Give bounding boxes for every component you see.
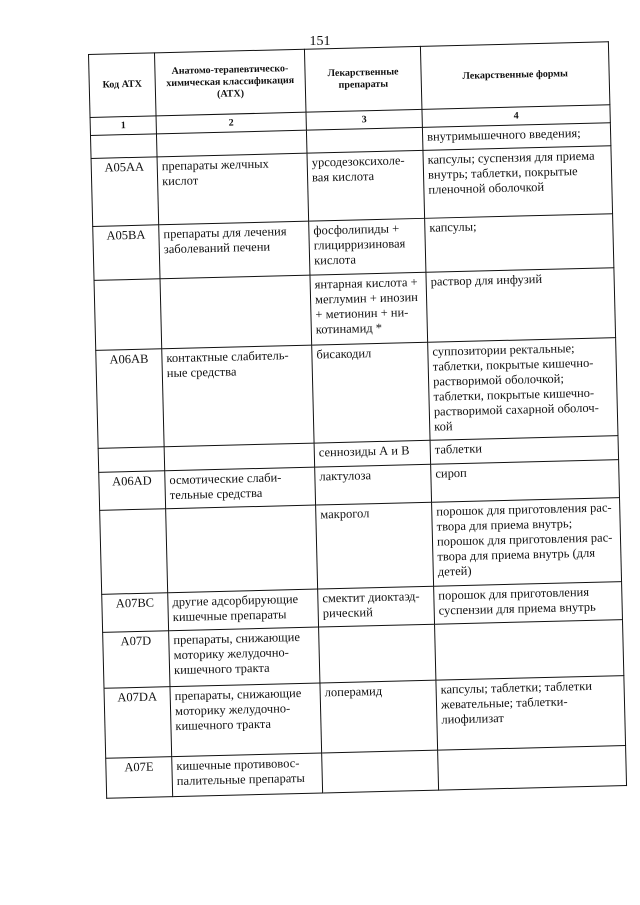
- column-number: 4: [422, 105, 610, 128]
- cell-form: капсулы; таблетки; таблетки жевательные; таблетки-лиофилизат: [436, 676, 626, 751]
- cell-drug: фосфолипиды + глицирризиновая кислота: [309, 218, 426, 275]
- cell-code: A07BC: [102, 593, 169, 633]
- column-number: 3: [306, 109, 422, 130]
- table-row: [96, 338, 618, 449]
- header-forms: Лекарственные формы: [420, 42, 609, 110]
- cell-atc: препараты для лечения заболеваний печени: [159, 221, 310, 279]
- cell-drug: [306, 127, 423, 153]
- table-row: [94, 268, 616, 351]
- cell-code: A05AA: [91, 157, 159, 227]
- cell-code: [94, 279, 162, 351]
- cell-drug: урсодезоксихоле-вая кислота: [307, 150, 425, 221]
- cell-code: A06AD: [99, 471, 166, 511]
- header-drugs: Лекарственные препараты: [304, 46, 422, 112]
- cell-drug: сеннозиды А и В: [314, 440, 431, 467]
- cell-form: таблетки: [430, 436, 619, 465]
- cell-code: A05BA: [93, 225, 160, 281]
- cell-atc: другие адсорбирующие кишечные препараты: [168, 589, 319, 631]
- cell-drug: янтарная кислота + меглумин + инозин + метионин + ни-котинамид *: [310, 272, 428, 345]
- cell-form: внутримышечного введения;: [422, 123, 611, 151]
- cell-atc: осмотические слаби-тельные средства: [165, 467, 316, 509]
- cell-form: раствор для инфузий: [426, 268, 616, 343]
- drug-table-sheet: [88, 41, 627, 833]
- cell-atc: контактные слабитель-ные средства: [162, 345, 314, 447]
- cell-code: [100, 509, 168, 595]
- cell-atc: [166, 505, 318, 593]
- cell-atc: препараты желчных кислот: [157, 153, 309, 225]
- table-row: [104, 676, 626, 759]
- cell-atc: препараты, снижающие моторику желудочно-кишечного тракта: [169, 627, 320, 687]
- cell-drug: [322, 750, 439, 793]
- cell-atc: [160, 275, 312, 349]
- header-atc: Анатомо-терапевтическо-химическая классификация (АТХ): [154, 49, 305, 116]
- column-number: 2: [156, 112, 306, 134]
- cell-drug: [319, 624, 436, 683]
- cell-code: A07DA: [104, 687, 172, 759]
- page-number: 151: [309, 34, 331, 49]
- cell-form: порошок для приготовления рас-твора для приема внутрь; порошок для приготовления рас-твора для приема внутрь (для детей): [432, 498, 622, 587]
- cell-atc: [164, 443, 315, 471]
- cell-drug: лоперамид: [320, 680, 438, 753]
- cell-code: [90, 134, 157, 159]
- cell-form: капсулы; суспензия для приема внутрь; таблетки, покрытые пленочной оболочкой: [423, 146, 613, 219]
- cell-form: порошок для приготовления суспензии для приема внутрь: [434, 582, 623, 625]
- cell-atc: препараты, снижающие моторику желудочно-кишечного тракта: [170, 683, 322, 757]
- cell-form: [435, 620, 624, 681]
- column-number: 1: [90, 116, 156, 136]
- drug-table: [88, 41, 627, 799]
- cell-drug: бисакодил: [312, 342, 430, 443]
- cell-form: суппозитории ректальные; таблетки, покрытые кишечно-растворимой оболочкой; таблетки, покрытые кишечно-растворимой сахарной оболоч-кой: [428, 338, 618, 441]
- cell-drug: макрогол: [316, 502, 434, 589]
- table-row: [91, 146, 613, 227]
- cell-drug: лактулоза: [315, 464, 432, 505]
- cell-form: [438, 746, 627, 791]
- cell-code: A06AB: [96, 349, 164, 449]
- cell-atc: кишечные противовос-палительные препараты: [172, 753, 323, 797]
- cell-drug: смектит диоктаэд-рический: [318, 586, 435, 627]
- table-row: [100, 498, 622, 595]
- header-code: Код АТХ: [89, 53, 157, 118]
- cell-form: сироп: [431, 460, 620, 503]
- cell-code: A07D: [103, 631, 170, 689]
- cell-code: [98, 447, 165, 473]
- cell-code: A07E: [106, 757, 173, 799]
- cell-form: капсулы;: [425, 214, 614, 273]
